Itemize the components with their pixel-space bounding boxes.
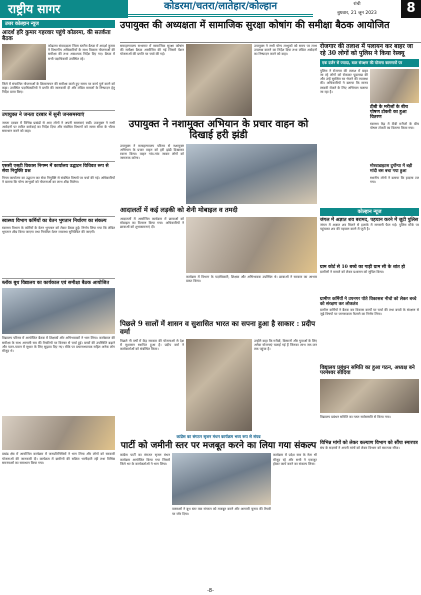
- left-story4-body: स्वास्थ्य विभाग के कर्मियों के वेतन भुगतान को लेकर बैठक हुई। निर्णय लिया गया कि लंबित भुगतान शीघ्र किया जाएगा तथा नियमित वेतन व्यवस्था सुनिश्चित की जाएगी।: [2, 226, 115, 235]
- left-story2-headline: उपायुक्त ने जनता दरबार में सुनी जनसमस्याएं: [2, 112, 85, 119]
- date-city: रांची: [353, 2, 361, 7]
- center-story2-headline: आदालतों में कई लड़की को शेनी मोबाइल व तमदी: [120, 206, 238, 214]
- left-section-band: उत्तर कोल्हान न्यूज: [2, 20, 115, 28]
- right-side1-body: स्वास्थ्य केंद्र में टीबी मरीजों के बीच पोषण टोकरी का वितरण किया गया।: [370, 122, 419, 131]
- center-story4-body-b: वक्ताओं ने बूथ स्तर तक संगठन को मजबूत करने और आगामी चुनाव की तैयारी पर जोर दिया।: [172, 507, 271, 516]
- right-story3-headline: ग्राम कोर्ट से 10 बच्चे का गाड़ी ग्राम सी के शांत हो: [320, 264, 405, 270]
- right-story1-headline: रोजगार की तलाश में पलायन कर बाहर जा रहे 30 लोगों को पुलिस ने किया रेस्क्यू: [320, 43, 413, 57]
- right-side2-body: स्थानीय लोगों ने बताया कि हादसा टल गया।: [370, 175, 419, 184]
- center-story3-body-b: उन्होंने कहा कि गरीबों, किसानों और युवाओं के लिए अनेक योजनाएं चलाई गई हैं जिनका लाभ जन-जन तक पहुंचा है।: [254, 338, 317, 351]
- left-column: [2, 20, 115, 544]
- lead-body-b: उपायुक्त ने सभी योग्य लाभुकों को समय पर लाभ उपलब्ध कराने का निर्देश दिया तथा लंबित आवेदनों का निष्पादन करने को कहा।: [254, 44, 317, 57]
- section-title: कोडरमा/चतरा/लातेहार/कोल्हान: [128, 0, 313, 17]
- center-story4-headline: पार्टी को जमीनी स्तर पर मजबूत करने का लिया गया संकल्प: [120, 440, 317, 451]
- left-story5-body: विद्यालय परिसर में आयोजित बैठक में शिक्षकों और अभिभावकों ने भाग लिया। कार्यकाल की समीक्षा के साथ आगामी सत्र की तैयारियों पर विस्तार से चर्चा हुई। बच्चों की उपस्थिति बढ़ाने और पठन-पाठन में सुधार के लिए सुझाव दिए गए। मौके पर प्रधानाध्यापक सहित अनेक लोग मौजूद थे।: [2, 336, 115, 353]
- center-story3-photo: [186, 339, 252, 431]
- left-story2-body: जनता दरबार में विभिन्न प्रखंडों से आए लोगों ने अपनी समस्याएं रखीं। उपायुक्त ने सभी आवेदनों पर त्वरित कार्रवाई का निर्देश दिया और संबंधित विभागों को समय सीमा के भीतर समाधान करने को कहा।: [2, 120, 115, 133]
- date-text: बुधवार, 21 जून 2023: [337, 11, 377, 16]
- right-strip: एक दर्जन से ज्यादा, बाल संरक्षण की योजना कामगारों पर: [320, 59, 419, 67]
- left-story1-photo: [2, 44, 46, 80]
- left-story4-headline: स्वास्थ्य विभाग कर्मियों का वेतन भुगतान निर्धारण का संकल्प: [2, 217, 107, 224]
- right-side1-headline: टीबी के मरीजों के बीच पोषण टोकरी का हुआ वितरण: [370, 105, 408, 121]
- left-bottom-photo: [2, 416, 115, 450]
- left-story5-headline: ब्लॉक बूथ विद्यालय का कार्यकाल एवं समीक्षा बैठक आयोजित: [2, 280, 110, 287]
- left-bottom-body: प्रखंड क्षेत्र में आयोजित कार्यक्रम में जनप्रतिनिधियों ने भाग लिया और लोगों को सरकारी योजनाओं की जानकारी दी। कार्यक्रम में ग्रामीणों की सक्रिय भागीदारी रही तथा विभिन्न समस्याओं का समाधान किया गया।: [2, 452, 115, 465]
- masthead: [0, 0, 421, 18]
- right-story1-body: पुलिस ने रोजगार की तलाश में बाहर जा रहे लोगों को रोककर पूछताछ की और उन्हें सुरक्षित घर भेजने की व्यवस्था की। अधिकारियों ने बताया कि मानव तस्करी रोकने के लिए अभियान चलाया जा रहा है।: [320, 69, 368, 94]
- lead-body-a: समाहरणालय सभागार में सामाजिक सुरक्षा कोषांग की समीक्षा बैठक आयोजित की गई जिसमें पेंशन योजनाओं की प्रगति पर चर्चा की गई।: [120, 44, 184, 57]
- right-story5-headline: विद्यालय प्रबंधन समिति का हुआ गठन, अध्यक्ष बने परमेश्वर सीदिया: [320, 364, 415, 377]
- right-story5-photo: [320, 379, 419, 413]
- center-story2-photo: [186, 217, 317, 273]
- left-story3-headline: एससी एसटी विकास निगम्म में कार्यालय उद्घाटन विधिवत रूप से सेवा नियुक्ति प्रश्न: [2, 163, 109, 174]
- page-folio: -8-: [207, 588, 214, 594]
- right-side2-headline: मोरवाडाइटस दुर्गोन्या में बड़ी मांदी बस बचा गया हुआ: [370, 163, 413, 173]
- right-section-band: कोल्हान न्यूज: [320, 208, 419, 216]
- center-story1-photo: [186, 144, 317, 204]
- right-story1-photo: [370, 69, 419, 103]
- right-story3-body: ग्रामीणों ने मामले को लेकर प्रशासन को सूचित किया।: [320, 269, 385, 274]
- center-story1-headline: उपायुक्त ने नशामुक्त अभियान के प्रचार वाहन को दिखाई हरी झंडी: [128, 119, 309, 141]
- left-story1-body2: जिले में संचालित योजनाओं के क्रियान्वयन की समीक्षा करते हुए समय पर कार्य पूर्ण करने को कहा। उपस्थित पदाधिकारियों ने प्रगति की जानकारी दी और लंबित मामलों के निष्पादन हेतु निर्देश प्राप्त किए।: [2, 82, 115, 95]
- right-column: [320, 44, 419, 476]
- center-story4-kicker: कांग्रेस का संगठन सृजन मंथन कार्यक्रम भव्य रूप से संपन्न: [176, 433, 261, 439]
- center-story2-body-b: कार्यक्रम में विभाग के पदाधिकारी, शिक्षक और अभिभावक उपस्थित थे। छात्राओं ने सरकार का आभार प्रकट किया।: [186, 275, 317, 284]
- left-story5-photo: [2, 288, 115, 334]
- right-story5-body: विद्यालय प्रबंधन समिति का गठन सर्वसम्मति से किया गया।: [320, 414, 391, 419]
- center-story3-headline: पिछले 9 सालों में शासन व सुशासित भारत का सपना हुआ है साकार : प्रदीप वर्मा: [120, 319, 316, 336]
- right-story6-headline: विभिन्न मांगों को लेकर कल्याण विभाग को सौंपा स्मारपत्र: [320, 439, 418, 446]
- right-story4-body: ग्रामीण कर्मियों ने बैठक कर विकास कार्यों पर चर्चा की तथा बच्चों के संरक्षण से जुड़े विषयों पर जागरूकता फैलाने का निर्णय लिया।: [320, 307, 419, 316]
- center-story3-body-a: पिछले नौ वर्षों में केंद्र सरकार की योजनाओं से देश में सुशासन स्थापित हुआ है। प्रदीप वर्मा ने कार्यकर्ताओं को संबोधित किया।: [120, 338, 184, 351]
- right-story2-body: जंगल में अज्ञात शव मिलने से इलाके में सनसनी फैल गई। पुलिस मौके पर पहुंचकर शव की पहचान करने में जुटी है।: [320, 222, 419, 231]
- center-story4-body-a: कांग्रेस पार्टी का संगठन सृजन मंथन कार्यक्रम आयोजित किया गया जिसमें जिले भर के कार्यकर्ताओं ने भाग लिया।: [120, 453, 170, 466]
- right-story2-headline: जंगल में अज्ञात शव बरामद, पहचान करने में जुटी पुलिस: [320, 216, 419, 223]
- center-story2-body-a: आदालतों में आयोजित कार्यक्रम में छात्राओं को मोबाइल का वितरण किया गया। अधिकारियों ने छात्राओं को शुभकामनाएं दी।: [120, 217, 184, 230]
- center-lead-headline: उपायुक्त की अध्यक्षता में सामाजिक सुरक्षा कोषांग की समीक्षा बैठक आयोजित: [120, 20, 421, 43]
- left-story1-body: कोडरमा संवाददाता जिला स्तरीय बैठक में आदर्श कुमार ने विभागीय अधिकारियों के साथ विकास योजनाओं की समीक्षा की तथा आवश्यक निर्देश दिए गए। बैठक में सभी पदाधिकारी उपस्थित रहे।: [48, 44, 115, 61]
- center-story4-photo: [172, 453, 271, 505]
- center-column: [120, 44, 317, 553]
- center-story1-body: उपायुक्त ने समाहरणालय परिसर से नशामुक्त अभियान के प्रचार वाहन को हरी झंडी दिखाकर रवाना किया। वाहन गांव-गांव जाकर लोगों को जागरूक करेगा।: [120, 144, 184, 161]
- left-story1-headline: आदर्श हरि कुमार गहरवार पहुंचे कोडरमा, की सतर्कता बैठक: [2, 30, 111, 43]
- dateline: [313, 0, 401, 18]
- lead-photo: [186, 44, 252, 116]
- newspaper-brand: राष्ट्रीय सागर: [0, 0, 128, 18]
- right-story4-headline: ग्रामीण कर्मियों ने उपनगर पोते विकासश नीचो को लेकर बच्चे को संरक्षण कर लोकतंत्र: [320, 296, 417, 307]
- center-story4-body-c: कार्यक्रम में प्रदेश स्तर के नेता भी मौजूद रहे और सभी ने एकजुट होकर कार्य करने का संकल्प लिया।: [273, 453, 317, 466]
- right-story6-body: संघ के सदस्यों ने अपनी मांगों को लेकर विभाग को स्मारपत्र सौंपा।: [320, 446, 400, 451]
- left-story3-body: निगम कार्यालय का उद्घाटन कर सेवा नियुक्ति से संबंधित विषयों पर चर्चा की गई। अधिकारियों ने बताया कि योग्य लाभुकों को योजनाओं का लाभ शीघ्र मिलेगा।: [2, 175, 115, 184]
- page-number: 8: [401, 0, 421, 18]
